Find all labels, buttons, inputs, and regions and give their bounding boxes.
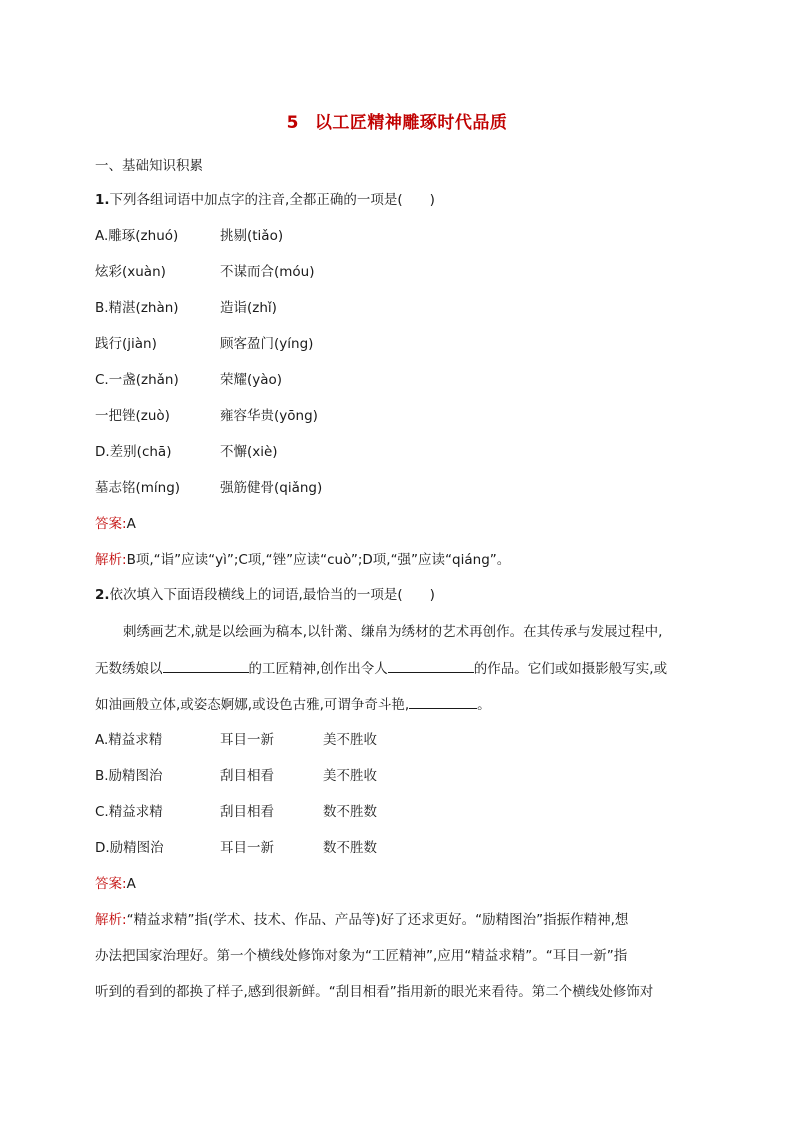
q1-cell: 不谋而合(móu)	[220, 264, 315, 280]
q1-row	[95, 370, 282, 390]
q2-option	[95, 730, 377, 750]
q1-cell: 一把锉(zuò)	[95, 408, 170, 424]
q2-option	[95, 766, 377, 786]
q1-row	[95, 298, 277, 318]
passage-line	[95, 694, 491, 715]
q1-cell: A.雕琢(zhuó)	[95, 228, 179, 244]
option-word: 耳目一新	[220, 840, 274, 856]
option-word: 美不胜收	[323, 732, 377, 748]
option-word: C.精益求精	[95, 804, 163, 820]
lesson-number: 5	[286, 113, 299, 133]
analysis-label: 解析:	[95, 912, 127, 928]
q1-row	[95, 478, 322, 498]
q1-cell: 雍容华贵(yōng)	[220, 408, 318, 424]
option-word: 刮目相看	[220, 768, 274, 784]
q1-row	[95, 442, 278, 462]
q1-cell: 挑剔(tiǎo)	[220, 228, 284, 244]
passage-line: 刺绣画艺术,就是以绘画为稿本,以针黹、缣帛为绣材的艺术再创作。在其传承与发展过程中,	[123, 624, 663, 640]
question-text: 依次填入下面语段横线上的词语,最恰当的一项是( )	[109, 587, 435, 603]
q2-analysis-line	[95, 910, 628, 930]
passage-text: 的工匠精神,创作出令人	[248, 661, 388, 677]
page-title	[0, 108, 794, 133]
option-word: 耳目一新	[220, 732, 274, 748]
q1-analysis	[95, 550, 510, 570]
option-word: 刮目相看	[220, 804, 274, 820]
question-text: 下列各组词语中加点字的注音,全都正确的一项是( )	[109, 192, 435, 208]
section-heading: 一、基础知识积累	[95, 158, 203, 174]
q1-answer	[95, 514, 136, 534]
fill-blank-1[interactable]	[163, 658, 249, 673]
option-word: 美不胜收	[323, 768, 377, 784]
q1-cell: 不懈(xiè)	[220, 444, 278, 460]
q2-analysis-line: 听到的看到的都换了样子,感到很新鲜。“刮目相看”指用新的眼光来看待。第二个横线处修饰对	[95, 984, 654, 1000]
q1-row	[95, 226, 283, 246]
option-word: A.精益求精	[95, 732, 163, 748]
passage-text: 的作品。它们或如摄影般写实,或	[473, 661, 668, 677]
q1-cell: 顾客盈门(yíng)	[220, 336, 314, 352]
q1-cell: 墓志铭(míng)	[95, 480, 181, 496]
answer-label: 答案:	[95, 876, 127, 892]
q1-row	[95, 334, 313, 354]
answer-value: A	[126, 876, 136, 892]
analysis-text: B项,“诣”应读“yì”;C项,“锉”应读“cuò”;D项,“强”应读“qiáng”。	[126, 552, 511, 568]
q1-cell: 荣耀(yào)	[220, 372, 283, 388]
passage-text: 无数绣娘以	[95, 661, 163, 677]
lesson-title: 以工匠精神雕琢时代品质	[314, 113, 508, 133]
q1-cell: D.差别(chā)	[95, 444, 172, 460]
q1-cell: 践行(jiàn)	[95, 336, 157, 352]
q2-option	[95, 838, 377, 858]
option-word: B.励精图治	[95, 768, 163, 784]
q1-row	[95, 262, 315, 282]
q1-cell: 造诣(zhǐ)	[220, 300, 277, 316]
option-word: 数不胜数	[323, 804, 377, 820]
q1-cell: B.精湛(zhàn)	[95, 300, 179, 316]
q1-cell: 强筋健骨(qiǎng)	[220, 480, 323, 496]
analysis-text: “精益求精”指(学术、技术、作品、产品等)好了还求更好。“励精图治”指振作精神,想	[126, 912, 629, 928]
q2-option	[95, 802, 377, 822]
question-number: 1.	[95, 192, 110, 208]
q2-answer	[95, 874, 136, 894]
fill-blank-3[interactable]	[409, 694, 477, 709]
question-number: 2.	[95, 587, 110, 603]
option-word: 数不胜数	[323, 840, 377, 856]
passage-text: 如油画般立体,或姿态婀娜,或设色古雅,可谓争奇斗艳,	[95, 697, 410, 713]
analysis-label: 解析:	[95, 552, 127, 568]
q1-cell: C.一盏(zhǎn)	[95, 372, 179, 388]
answer-value: A	[126, 516, 136, 532]
q1-cell: 炫彩(xuàn)	[95, 264, 166, 280]
question-1-stem	[95, 190, 435, 210]
q1-row	[95, 406, 318, 426]
option-word: D.励精图治	[95, 840, 164, 856]
passage-text: 。	[477, 697, 491, 713]
passage-line	[95, 658, 667, 679]
question-2-stem	[95, 585, 435, 605]
q2-analysis-line: 办法把国家治理好。第一个横线处修饰对象为“工匠精神”,应用“精益求精”。“耳目一新”指	[95, 948, 628, 964]
answer-label: 答案:	[95, 516, 127, 532]
fill-blank-2[interactable]	[388, 658, 474, 673]
